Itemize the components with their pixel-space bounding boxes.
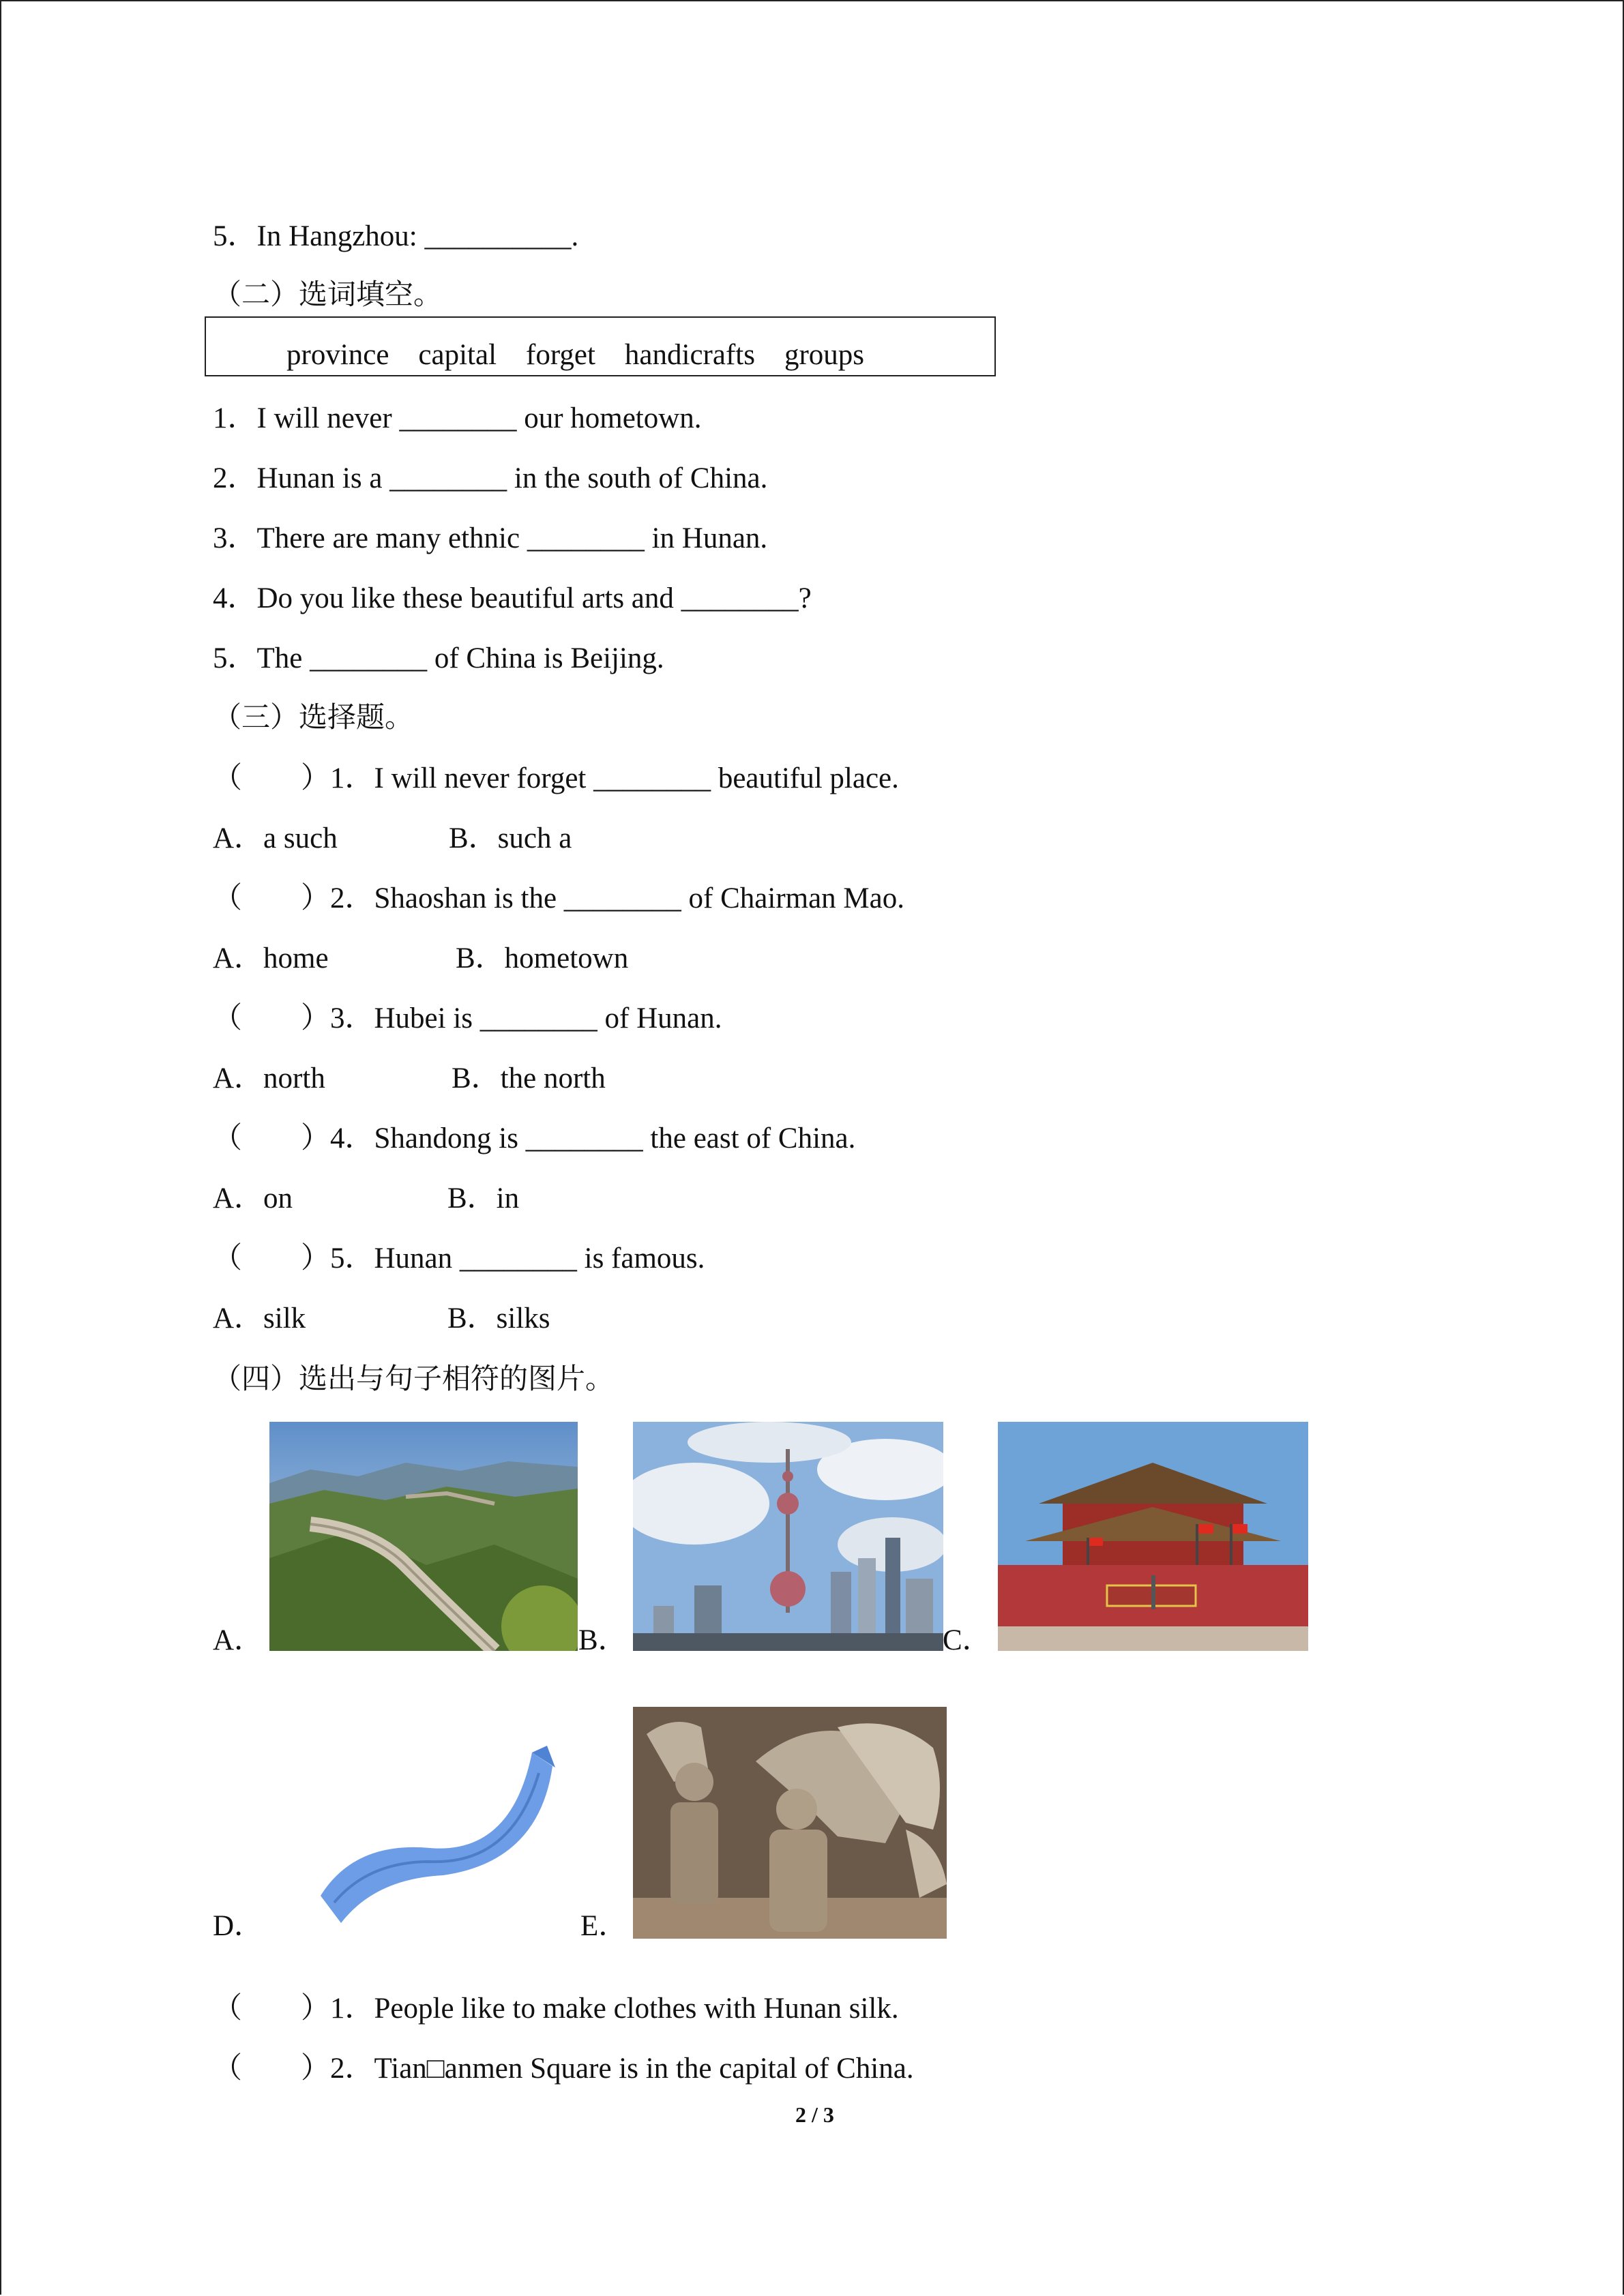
choice-question-3: （ ）3．Hubei is ________ of Hunan. (213, 1002, 722, 1034)
choice-1-option-b: B．such a (449, 822, 572, 854)
section-3-title: （三）选择题。 (213, 700, 414, 734)
choice-5-option-b: B．silks (447, 1302, 550, 1335)
question-5-hangzhou: 5．In Hangzhou: __________. (213, 220, 579, 252)
fill-question-5: 5．The ________ of China is Beijing. (213, 642, 664, 674)
page-number: 2 / 3 (795, 2102, 834, 2127)
choice-4-option-a: A．on (213, 1182, 293, 1214)
section-4-title: （四）选出与句子相符的图片。 (213, 1362, 615, 1395)
choice-question-2: （ ）2．Shaoshan is the ________ of Chairman Mao. (213, 882, 904, 914)
picture-label-e: E． (580, 1910, 628, 1942)
choice-2-option-a: A．home (213, 942, 329, 974)
choice-5-option-a: A．silk (213, 1302, 306, 1335)
choice-1-option-a: A．a such (213, 822, 338, 854)
choice-question-4: （ ）4．Shandong is ________ the east of China. (213, 1122, 856, 1154)
choice-question-5: （ ）5．Hunan ________ is famous. (213, 1242, 705, 1274)
fill-question-3: 3．There are many ethnic ________ in Hunan. (213, 522, 768, 554)
oriental-pearl-tower-photo-icon (633, 1422, 943, 1651)
word-bank-box (205, 316, 996, 376)
fill-question-2: 2．Hunan is a ________ in the south of China. (213, 462, 768, 494)
tiananmen-gate-photo-icon (998, 1422, 1308, 1651)
choice-2-option-b: B．hometown (456, 942, 629, 974)
choice-3-option-a: A．north (213, 1062, 325, 1094)
fill-question-4: 4．Do you like these beautiful arts and ________? (213, 582, 812, 614)
blue-silk-ribbon-image-icon (293, 1725, 559, 1923)
choice-question-1: （ ）1．I will never forget ________ beautiful place. (213, 762, 899, 794)
matching-question-2: （ ）2．Tian□anmen Square is in the capital of China. (213, 2053, 914, 2085)
picture-label-c: C． (943, 1624, 992, 1656)
matching-question-1: （ ）1．People like to make clothes with Hunan silk. (213, 1993, 899, 2025)
choice-4-option-b: B．in (447, 1182, 520, 1214)
fill-question-1: 1．I will never ________ our hometown. (213, 402, 702, 434)
picture-label-a: A． (213, 1624, 264, 1656)
section-2-title: （二）选词填空。 (213, 278, 443, 311)
picture-label-b: B． (578, 1624, 628, 1656)
choice-3-option-b: B．the north (452, 1062, 606, 1094)
picture-label-d: D． (213, 1910, 264, 1942)
terracotta-warriors-photo-icon (633, 1707, 947, 1939)
word-bank: province capital forget handicrafts groups (286, 339, 865, 371)
great-wall-photo-icon (269, 1422, 578, 1651)
